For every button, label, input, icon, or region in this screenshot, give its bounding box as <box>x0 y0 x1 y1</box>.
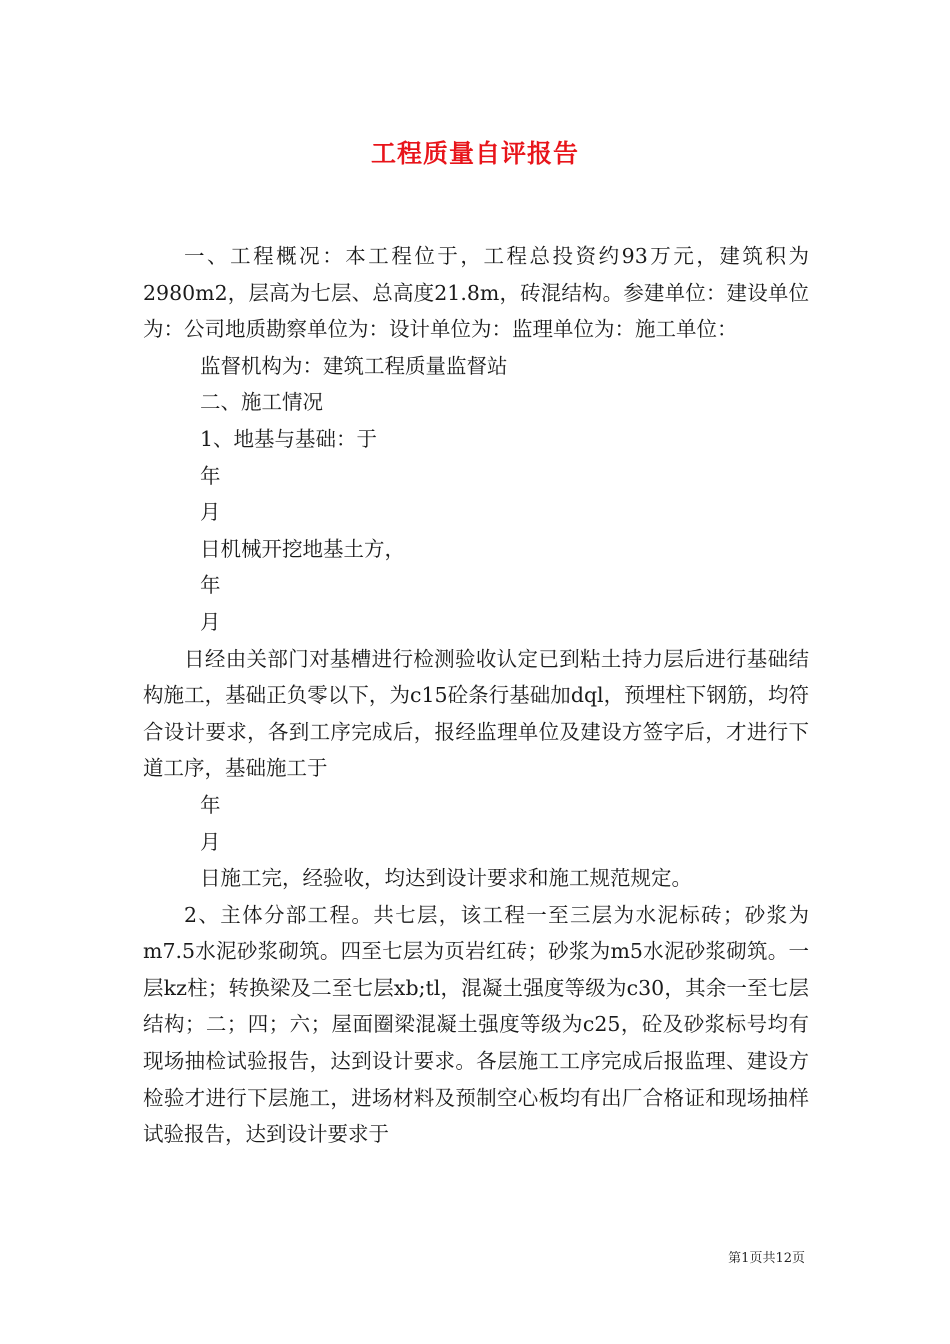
paragraph-month: 月 <box>200 500 221 525</box>
paragraph-year: 年 <box>200 573 221 598</box>
document-title: 工程质量自评报告 <box>370 139 579 168</box>
paragraph-foundation-intro: 1、地基与基础：于 <box>200 426 378 451</box>
page-number: 第1页共12页 <box>728 1251 805 1266</box>
paragraph-month: 月 <box>200 609 221 634</box>
paragraph-project-overview: 一、工程概况：本工程位于，工程总投资约93万元，建筑积为2980m2，层高为七层、总高度21.8m，砖混结构。参建单位：建设单位为：公司地质勘察单位为：设计单位为：监理单位为：施工单位： <box>143 244 809 342</box>
paragraph-main-structure: 2、主体分部工程。共七层，该工程一至三层为水泥标砖；砂浆为m7.5水泥砂浆砌筑。四至七层为页岩红砖；砂浆为m5水泥砂浆砌筑。一层kz柱；转换梁及二至七层xb;tl，混凝土强度等级为c30，其余一至七层结构；二；四；六；屋面圈梁混凝土强度等级为c25，砼及砂浆标号均有现场抽检试验报告，达到设计要求。各层施工工序完成后报监理、建设方检验才进行下层施工，进场材料及预制空心板均有出厂合格证和现场抽样试验报告，达到设计要求于 <box>143 902 809 1147</box>
paragraph-excavation: 日机械开挖地基土方， <box>200 536 405 561</box>
paragraph-year: 年 <box>200 792 221 817</box>
paragraph-foundation-complete: 日施工完，经验收，均达到设计要求和施工规范规定。 <box>200 866 692 891</box>
paragraph-supervision-agency: 监督机构为：建筑工程质量监督站 <box>200 353 508 378</box>
paragraph-foundation-inspection: 日经由关部门对基槽进行检测验收认定已到粘土持力层后进行基础结构施工，基础正负零以下，为c15砼条行基础加dql，预埋柱下钢筋，均符合设计要求，各到工序完成后，报经监理单位及建设方签字后，才进行下道工序，基础施工于 <box>143 646 809 781</box>
document-body <box>143 238 809 1153</box>
paragraph-year: 年 <box>200 463 221 488</box>
paragraph-month: 月 <box>200 829 221 854</box>
section-heading-construction: 二、施工情况 <box>200 390 323 415</box>
